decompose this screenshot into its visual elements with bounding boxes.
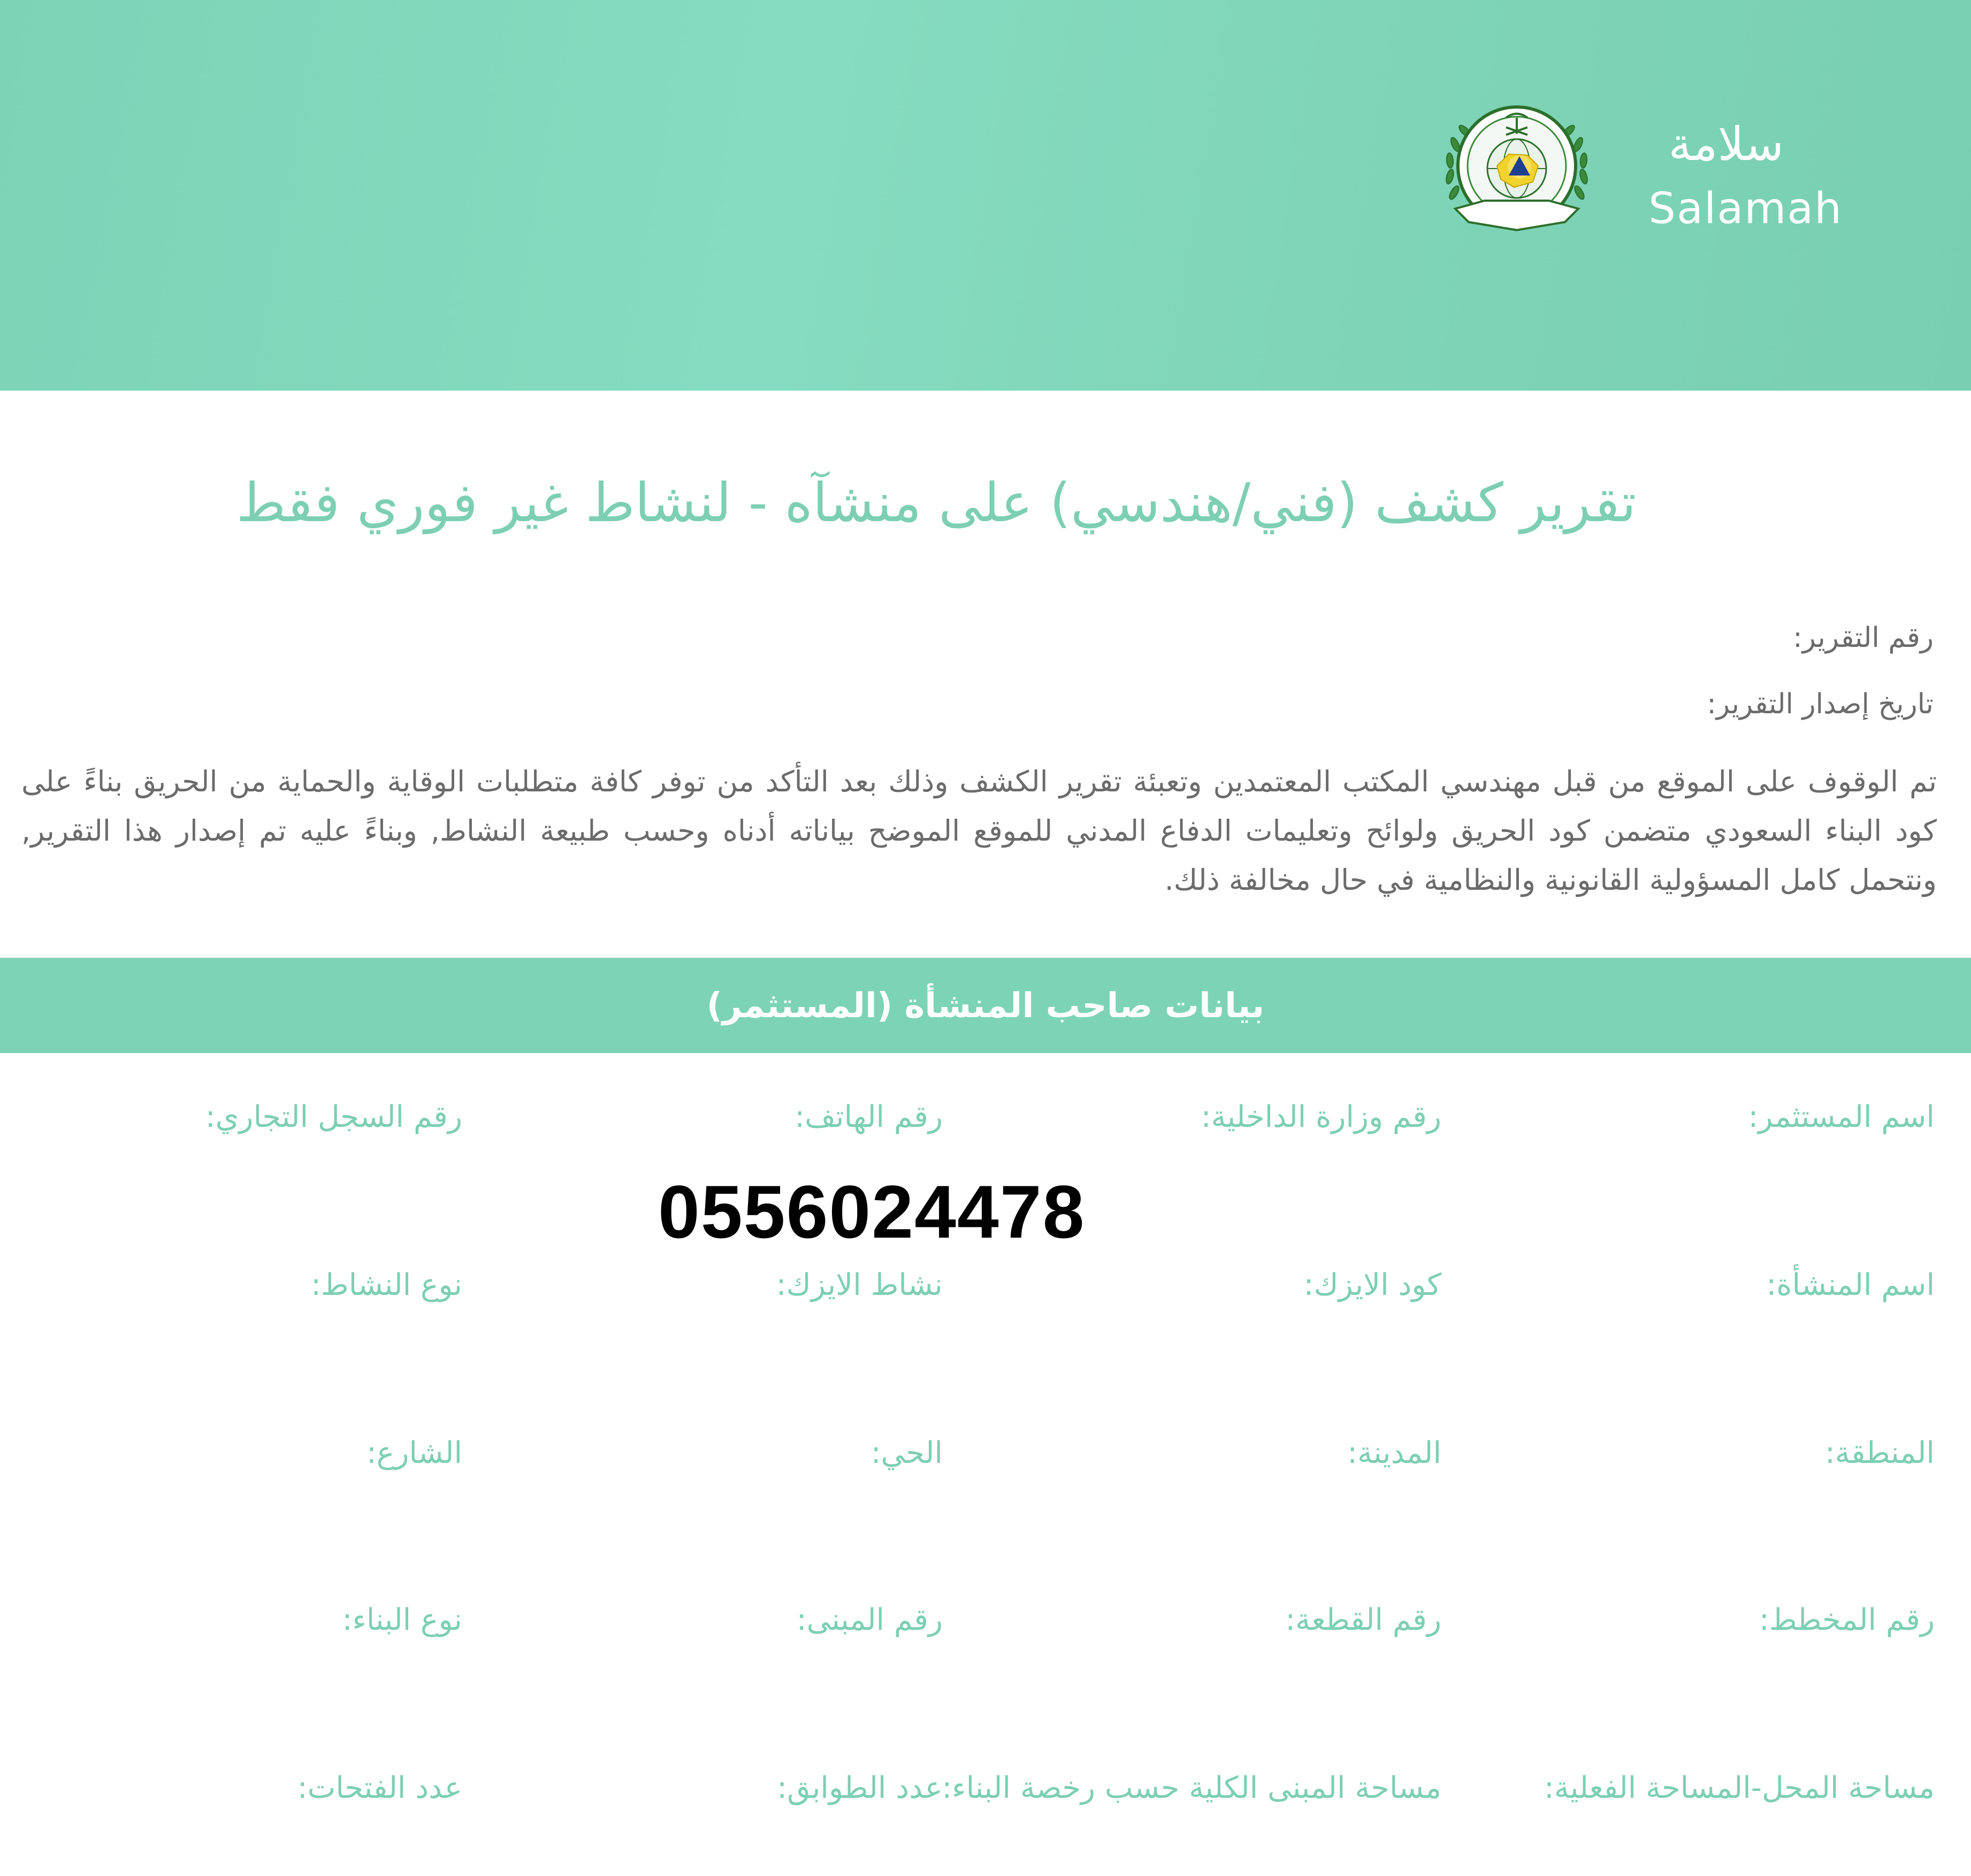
- investor-name-label: اسم المستثمر:: [1748, 1100, 1935, 1134]
- report-date-label: تاريخ إصدار التقرير:: [1707, 688, 1934, 720]
- header-banner: [0, 0, 1971, 391]
- total-area-label: مساحة المبنى الكلية حسب رخصة البناء:: [942, 1771, 1441, 1805]
- isic-activity-label: نشاط الايزك:: [776, 1268, 943, 1302]
- section-header-bar: [0, 958, 1971, 1053]
- report-title: تقرير كشف (فني/هندسي) على منشآه - لنشاط غير فوري فقط: [236, 471, 1637, 534]
- district-label: الحي:: [870, 1436, 943, 1470]
- phone-value: 0556024478: [658, 1170, 1086, 1254]
- plan-number-label: رقم المخطط:: [1759, 1603, 1935, 1637]
- street-label: الشارع:: [366, 1436, 462, 1470]
- building-number-label: رقم المبنى:: [796, 1603, 943, 1637]
- region-label: المنطقة:: [1824, 1436, 1935, 1470]
- section-title: بيانات صاحب المنشأة (المستثمر): [706, 986, 1265, 1026]
- building-type-label: نوع البناء:: [342, 1603, 462, 1637]
- floors-count-label: عدد الطوابق:: [777, 1771, 943, 1805]
- cr-number-label: رقم السجل التجاري:: [205, 1100, 462, 1134]
- plot-number-label: رقم القطعة:: [1285, 1603, 1441, 1637]
- moi-number-label: رقم وزارة الداخلية:: [1201, 1100, 1441, 1134]
- city-label: المدينة:: [1347, 1436, 1441, 1470]
- openings-count-label: عدد الفتحات:: [297, 1771, 462, 1805]
- brand-name-arabic: سلامة: [1668, 118, 1784, 171]
- report-statement: تم الوقوف على الموقع من قبل مهندسي المكتب المعتمدين وتعبئة تقرير الكشف وذلك بعد التأكد من توفر كافة متطلبات الوقاية والحماية من الحريق بناءً على كود البناء السعودي متضمن كود الحريق ولوائح وتعليمات الدفاع المدني للموقع الموضح بياناته أدناه وحسب طبيعة النشاط, وبناءً عليه تم إصدار هذا التقرير, ونتحمل كامل المسؤولية القانونية والنظامية في حال مخالفة ذلك.: [21, 765, 1937, 897]
- report-number-label: رقم التقرير:: [1793, 622, 1934, 654]
- actual-area-label: مساحة المحل-المساحة الفعلية:: [1544, 1771, 1935, 1805]
- facility-name-label: اسم المنشأة:: [1766, 1268, 1935, 1302]
- brand-name-english: Salamah: [1648, 184, 1843, 233]
- activity-type-label: نوع النشاط:: [311, 1268, 462, 1302]
- phone-label: رقم الهاتف:: [794, 1100, 943, 1134]
- isic-code-label: كود الايزك:: [1303, 1268, 1441, 1302]
